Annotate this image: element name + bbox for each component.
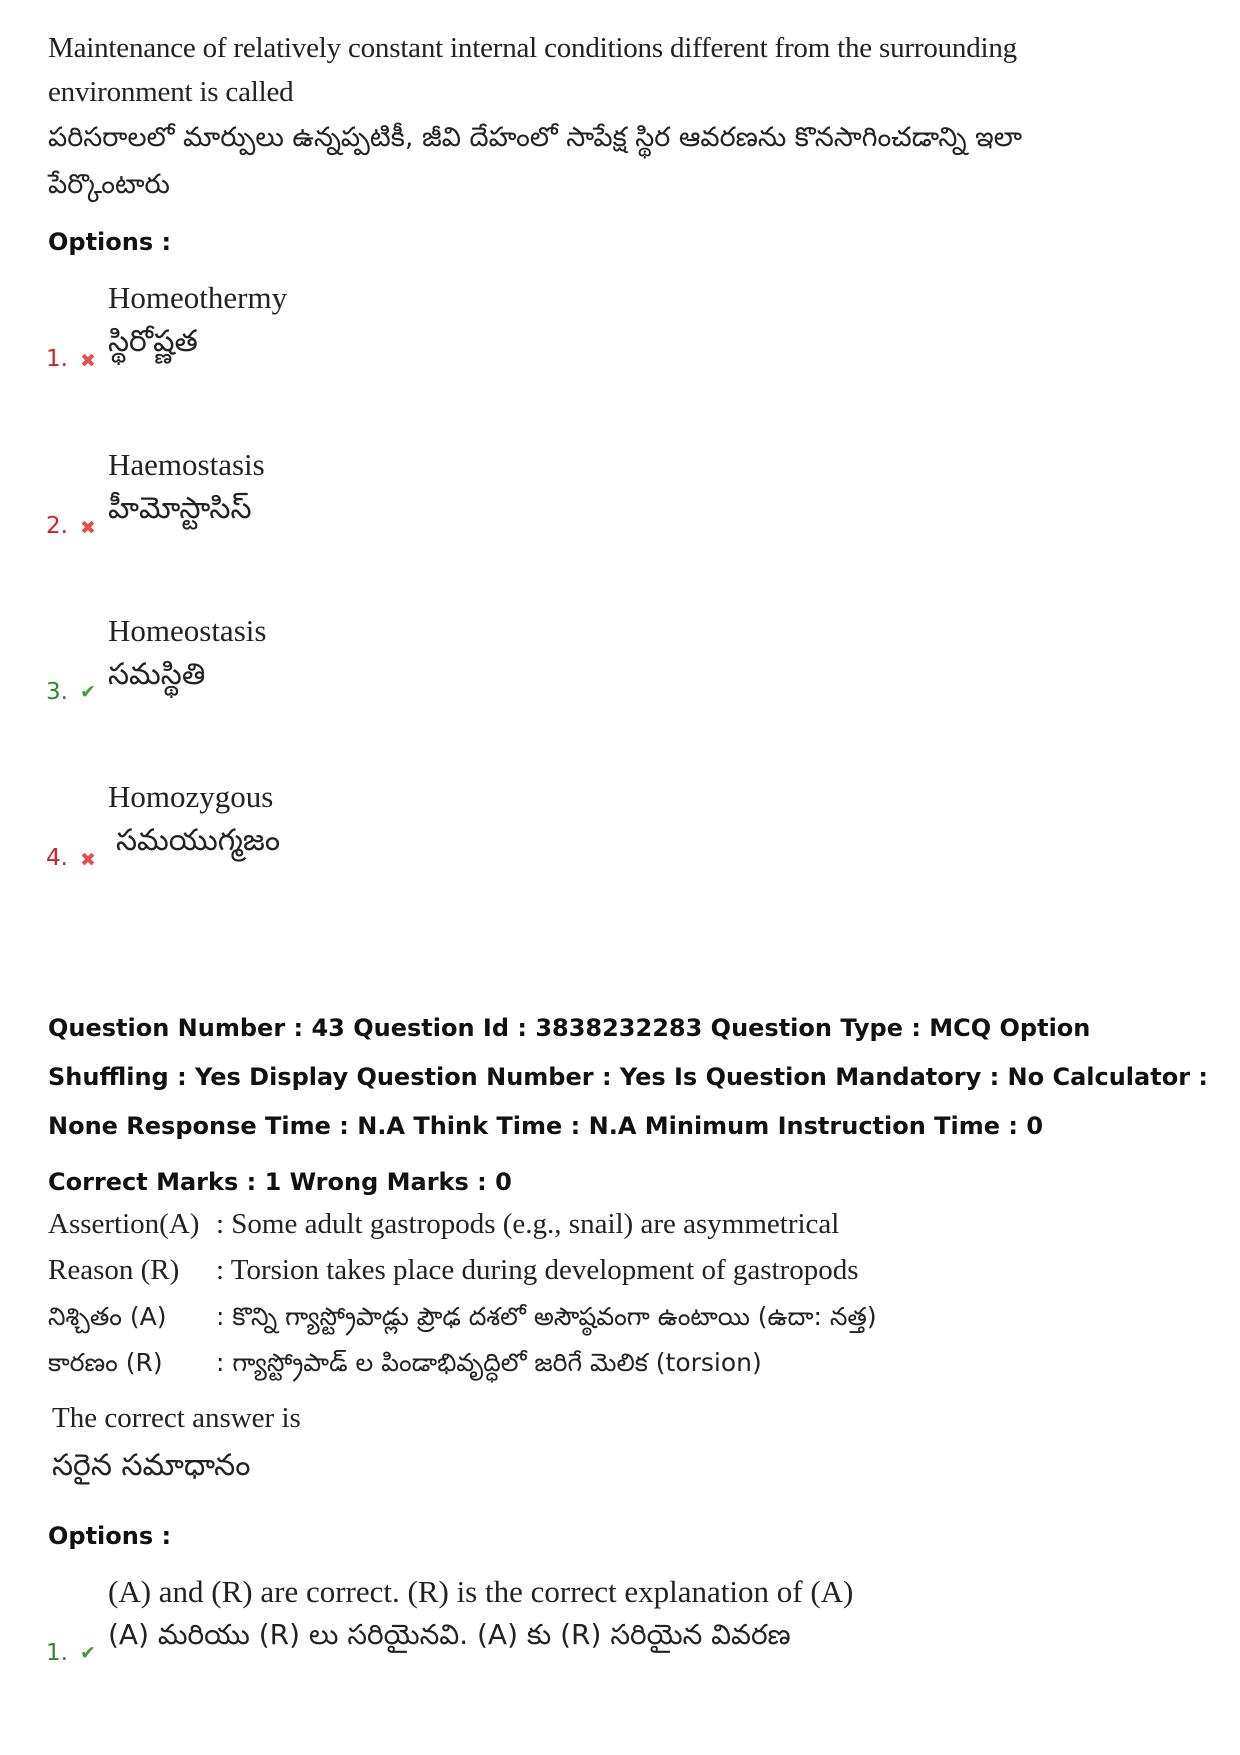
option-text-telugu: హీమోస్టాసిస్ xyxy=(108,491,252,526)
reason-row xyxy=(48,1254,859,1287)
row-value: : Torsion takes place during development of gastropods xyxy=(216,1254,859,1286)
assertion-row xyxy=(48,1208,839,1241)
option-number: 1. xyxy=(46,346,68,372)
row-value: : గ్యాస్ట్రోపాడ్ ల పిండాభివృద్ధిలో జరిగే మెలిక (torsion) xyxy=(216,1348,762,1377)
assertion-row-telugu xyxy=(48,1302,877,1338)
option-text-telugu: స్థిరోష్ణత xyxy=(108,324,198,359)
options-label: Options : xyxy=(48,1522,172,1550)
correct-check-icon: ✔ xyxy=(80,681,96,703)
question-43-metadata: Question Number : 43 Question Id : 3838232283 Question Type : MCQ Option Shuffling : Yes Display Question Number : Yes Is Question Mandatory : No Calculator : None Response Time : N.A Think Time : N.A Minimum Instruction Time : 0 xyxy=(48,1014,1208,1140)
row-key: Reason (R) xyxy=(48,1254,180,1286)
question-text-telugu: పరిసరాలలో మార్పులు ఉన్నప్పటికీ, జీవి దేహంలో సాపేక్ష స్థిర ఆవరణను కొనసాగించడాన్ని ఇలా పేర్కొంటారు xyxy=(48,122,1022,200)
option-text-english: (A) and (R) are correct. (R) is the correct explanation of (A) xyxy=(108,1574,854,1609)
options-label: Options : xyxy=(48,228,172,256)
row-value: : కొన్ని గ్యాస్ట్రోపాడ్లు ప్రౌఢ దశలో అసౌష్ఠవంగా ఉంటాయి (ఉదా: నత్త) xyxy=(216,1302,877,1331)
marks-info: Correct Marks : 1 Wrong Marks : 0 xyxy=(48,1168,512,1196)
wrong-mark-icon: ✖ xyxy=(80,350,96,372)
row-key: Assertion(A) xyxy=(48,1208,200,1240)
wrong-mark-icon: ✖ xyxy=(80,849,96,871)
question-text-english: Maintenance of relatively constant internal conditions different from the surrounding environment is called xyxy=(48,32,1017,108)
option-text-telugu: సమస్థితి xyxy=(108,657,206,692)
option-text-english: Homeothermy xyxy=(108,280,288,315)
wrong-mark-icon: ✖ xyxy=(80,517,96,539)
option-number: 1. xyxy=(46,1640,68,1666)
option-text-english: Homozygous xyxy=(108,779,274,814)
row-value: : Some adult gastropods (e.g., snail) are asymmetrical xyxy=(216,1208,840,1240)
correct-answer-prompt-telugu: సరైన సమాధానం xyxy=(52,1448,251,1483)
option-text-telugu: సమయుగ్మజం xyxy=(116,823,281,858)
row-key: కారణం (R) xyxy=(48,1348,163,1377)
reason-row-telugu xyxy=(48,1348,762,1384)
row-key: నిశ్చితం (A) xyxy=(48,1302,167,1331)
correct-check-icon: ✔ xyxy=(80,1642,96,1664)
correct-answer-prompt-english: The correct answer is xyxy=(52,1402,301,1434)
option-number: 3. xyxy=(46,679,68,705)
option-text-english: Haemostasis xyxy=(108,447,265,482)
option-number: 4. xyxy=(46,845,68,871)
question-42-text xyxy=(48,26,1048,208)
option-text-telugu: (A) మరియు (R) లు సరియైనవి. (A) కు (R) సరియైన వివరణ xyxy=(108,1618,791,1651)
option-text-english: Homeostasis xyxy=(108,613,267,648)
option-number: 2. xyxy=(46,513,68,539)
